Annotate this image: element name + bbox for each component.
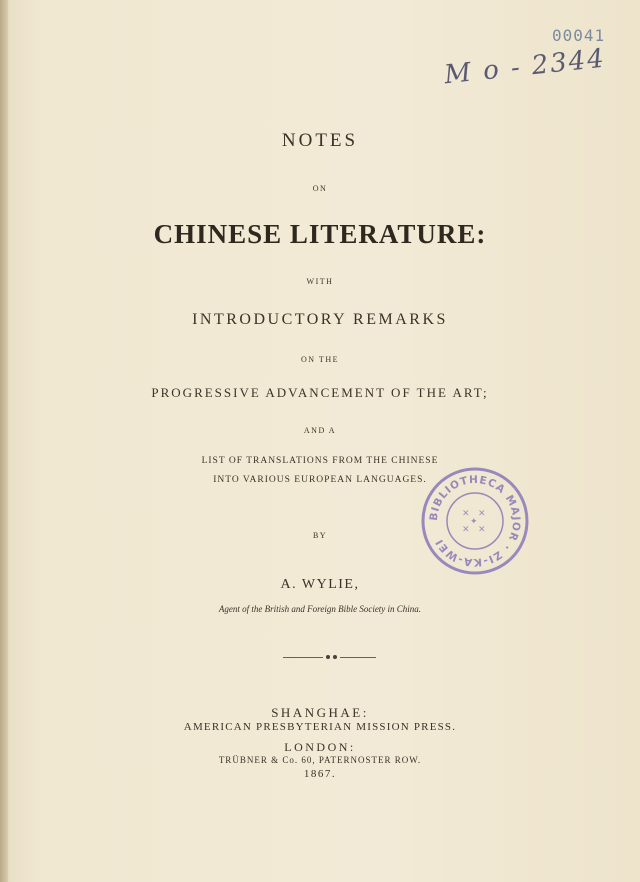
stamp-ring-text: BIBLIOTHECA MAJOR · ZI-KA-WEI — [427, 473, 523, 569]
ornament-rule-right — [340, 657, 376, 658]
author-affiliation: Agent of the British and Foreign Bible Society in China. — [218, 604, 422, 614]
main-title: CHINESE LITERATURE: — [153, 219, 487, 249]
subtitle-list-line1: LIST OF TRANSLATIONS FROM THE CHINESE — [201, 456, 439, 466]
text-by: BY — [312, 531, 328, 540]
ornament-rule-left — [283, 657, 323, 658]
subtitle-list-line2: INTO VARIOUS EUROPEAN LANGUAGES. — [213, 475, 427, 485]
ornament-dot — [333, 655, 337, 659]
imprint-year: 1867. — [303, 768, 337, 780]
text-and-a: AND A — [303, 426, 337, 435]
subtitle-progressive: PROGRESSIVE ADVANCEMENT OF THE ART; — [151, 385, 489, 400]
catalog-number: 00041 — [552, 26, 606, 45]
author-name: A. WYLIE, — [280, 577, 360, 592]
stamp-star-icon: ✕ — [462, 525, 470, 535]
ornament-dot — [326, 655, 330, 659]
imprint-publisher: TRÜBNER & Co. 60, PATERNOSTER ROW. — [218, 755, 422, 765]
stamp-star-icon: ✕ — [478, 509, 486, 519]
stamp-star-icon: ✕ — [478, 525, 486, 535]
stamp-star-icon: ✕ — [462, 509, 470, 519]
heading-notes: NOTES — [281, 130, 359, 151]
imprint-city-london: LONDON: — [284, 740, 356, 754]
imprint-city-shanghae: SHANGHAE: — [271, 705, 369, 720]
subtitle-introductory: INTRODUCTORY REMARKS — [192, 311, 448, 328]
text-with: WITH — [306, 277, 334, 286]
library-stamp — [420, 466, 530, 576]
text-on: ON — [312, 184, 328, 193]
text-on-the: ON THE — [301, 355, 339, 364]
imprint-press: AMERICAN PRESBYTERIAN MISSION PRESS. — [183, 721, 457, 733]
handwritten-shelfmark: M o - 2344 — [442, 43, 608, 91]
stamp-star-icon: ✦ — [470, 517, 478, 527]
